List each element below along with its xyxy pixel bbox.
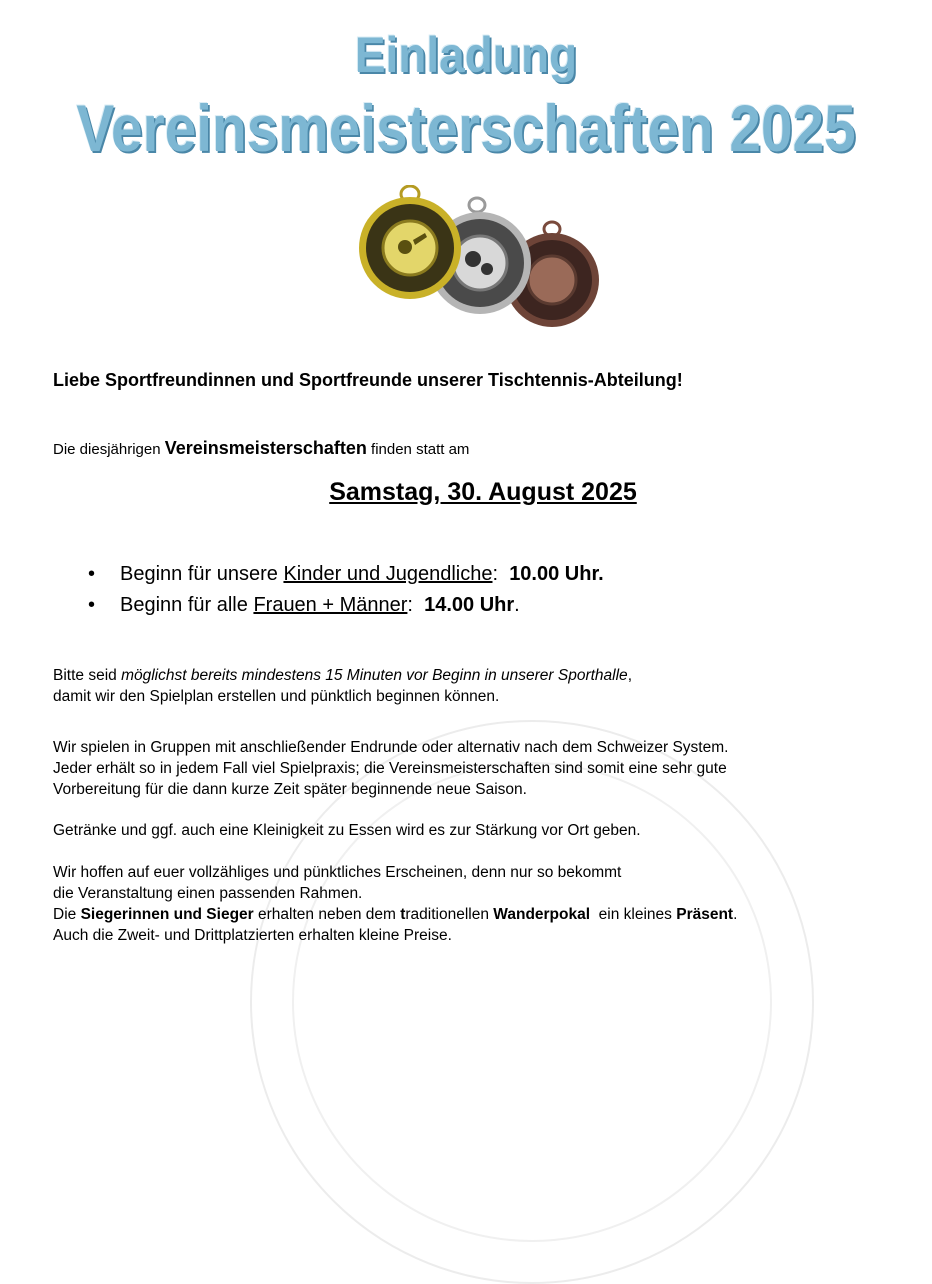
para1-line2: damit wir den Spielplan erstellen und pünktlich beginnen können.: [53, 688, 500, 705]
para4-l3b: Siegerinnen und Sieger: [80, 906, 254, 923]
greeting: Liebe Sportfreundinnen und Sportfreunde unserer Tischtennis-Abteilung!: [53, 370, 683, 390]
para2-line1: Wir spielen in Gruppen mit anschließender Endrunde oder alternativ nach dem Schweizer System.: [53, 739, 729, 756]
schedule-sep: :: [492, 563, 499, 585]
schedule-prefix: Beginn für alle: [120, 594, 248, 616]
intro-prefix: Die diesjährigen: [53, 441, 161, 458]
schedule-sep: :: [407, 594, 413, 616]
paragraph-drinks: Getränke und ggf. auch eine Kleinigkeit zu Essen wird es zur Stärkung vor Ort geben.: [53, 822, 641, 839]
para1-b: möglichst bereits mindestens 15 Minuten vor Beginn in unserer Sporthalle: [121, 667, 628, 684]
para2-line3: Vorbereitung für die dann kurze Zeit später beginnende neue Saison.: [53, 781, 527, 798]
intro-suffix: finden statt am: [371, 441, 470, 458]
para4-l3d: t: [400, 906, 406, 923]
schedule-list: [88, 560, 604, 622]
paragraph-closing: [53, 862, 737, 946]
schedule-prefix: Beginn für unsere: [120, 563, 278, 585]
para4-l3i: .: [733, 906, 738, 923]
para4-l3a: Die: [53, 906, 77, 923]
para1-a: Bitte seid: [53, 667, 117, 684]
intro-event: Vereinsmeisterschaften: [164, 438, 367, 458]
title-event: Vereinsmeisterschaften 2025: [76, 91, 856, 165]
background-seal-watermark: [250, 720, 814, 1284]
schedule-group: Kinder und Jugendliche: [283, 563, 493, 585]
schedule-time: 14.00 Uhr: [424, 594, 515, 616]
event-date: Samstag, 30. August 2025: [329, 478, 637, 506]
para4-l3g: ein kleines: [598, 906, 672, 923]
para2-line2: Jeder erhält so in jedem Fall viel Spielpraxis; die Vereinsmeisterschaften sind somit eine sehr gute: [53, 760, 727, 777]
para4-line1: Wir hoffen auf euer vollzähliges und pünktliches Erscheinen, denn nur so bekommt: [53, 864, 622, 881]
schedule-end: .: [514, 594, 520, 616]
para4-line4: Auch die Zweit- und Drittplatzierten erhalten kleine Preise.: [53, 927, 452, 944]
paragraph-format: [53, 737, 728, 800]
para4-l3c: erhalten neben dem: [258, 906, 396, 923]
title-invitation: Einladung: [354, 27, 578, 83]
paragraph-arrival: [53, 665, 632, 707]
schedule-item-adults: [88, 591, 604, 622]
para4-l3e: raditionellen: [405, 906, 489, 923]
para1-c: ,: [627, 667, 632, 684]
gold-medal: [359, 186, 461, 299]
intro-line: [53, 438, 469, 459]
para4-line2: die Veranstaltung einen passenden Rahmen.: [53, 885, 363, 902]
medals-image: [355, 185, 605, 335]
schedule-time: 10.00 Uhr.: [509, 563, 604, 585]
para4-l3f: Wanderpokal: [493, 906, 591, 923]
schedule-item-kids: [88, 560, 604, 591]
schedule-group: Frauen + Männer: [253, 594, 408, 616]
para4-l3h: Präsent: [676, 906, 734, 923]
